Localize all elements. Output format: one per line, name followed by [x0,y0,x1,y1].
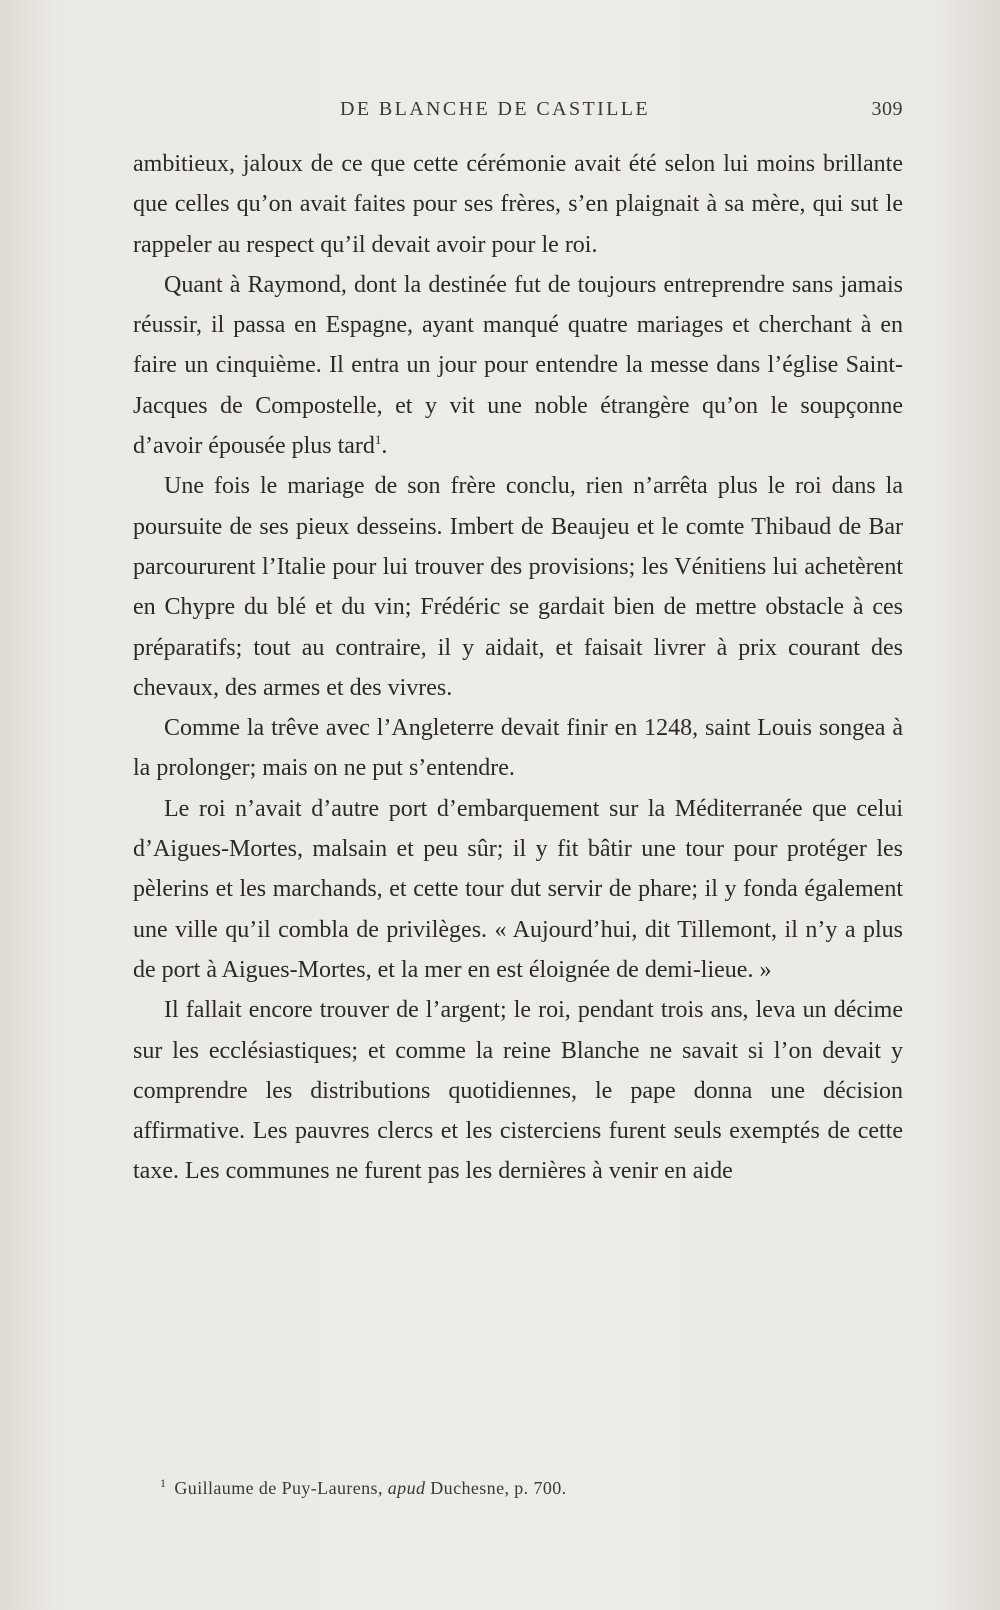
page-number: 309 [871,98,903,120]
footnote [160,1476,900,1499]
footnote-marker: 1 [374,432,382,448]
paragraph: Le roi n’avait d’autre port d’embarquement sur la Méditerranée que celui d’Aigues-Mortes, malsain et peu sûr; il y fit bâtir une tour pour protéger les pèlerins et les marchands, et cette tour dut servir de phare; il y fonda également une ville qu’il combla de privilèges. « Aujourd’hui, dit Tillemont, il n’y a plus de port à Aigues-Mortes, et la mer en est éloignée de demi-lieue. » [133,795,903,983]
running-head: DE BLANCHE DE CASTILLE [340,98,650,120]
paragraph: Une fois le mariage de son frère conclu, rien n’arrêta plus le roi dans la poursuite de ses pieux desseins. Imbert de Beaujeu et le comte Thibaud de Bar parcoururent l’Italie pour lui trouver des provisions; les Vénitiens lui achetèrent en Chypre du blé et du vin; Frédéric se gardait bien de mettre obstacle à ces préparatifs; tout au contraire, il y aidait, et faisait livrer à prix courant des chevaux, des armes et des vivres. [133,473,903,701]
footnote-author: Guillaume de Puy-Laurens, [174,1478,383,1498]
page-header [133,98,903,130]
footnote-source: Duchesne, p. 700. [430,1478,567,1498]
paragraph: Quant à Raymond, dont la destinée fut de toujours entreprendre sans jamais réussir, il passa en Espagne, ayant manqué quatre mariages et cherchant à en faire un cinquième. Il entra un jour pour entendre la messe dans l’église Saint-Jacques de Compostelle, et y vit une noble étrangère qu’on le soupçonne d’avoir épousée plus tard$^1$. [133,271,903,460]
paragraph: ambitieux, jaloux de ce que cette cérémonie avait été selon lui moins brillante que celles qu’on avait faites pour ses frères, s’en plaignait à sa mère, qui sut le rappeler au respect qu’il devait avoir pour le roi. [133,151,903,258]
paragraph: Comme la trêve avec l’Angleterre devait finir en 1248, saint Louis songea à la prolonger; mais on ne put s’entendre. [133,715,903,782]
paragraph: Il fallait encore trouver de l’argent; le roi, pendant trois ans, leva un décime sur les ecclésiastiques; et comme la reine Blanche ne savait si l’on devait y comprendre les distributions quotidiennes, le pape donna une décision affirmative. Les pauvres clercs et les cisterciens furent seuls exemptés de cette taxe. Les communes ne furent pas les dernières à venir en aide [133,997,903,1185]
footnote-number: 1 [160,1476,167,1490]
body-text [133,144,903,1192]
footnote-italic: apud [387,1478,426,1498]
